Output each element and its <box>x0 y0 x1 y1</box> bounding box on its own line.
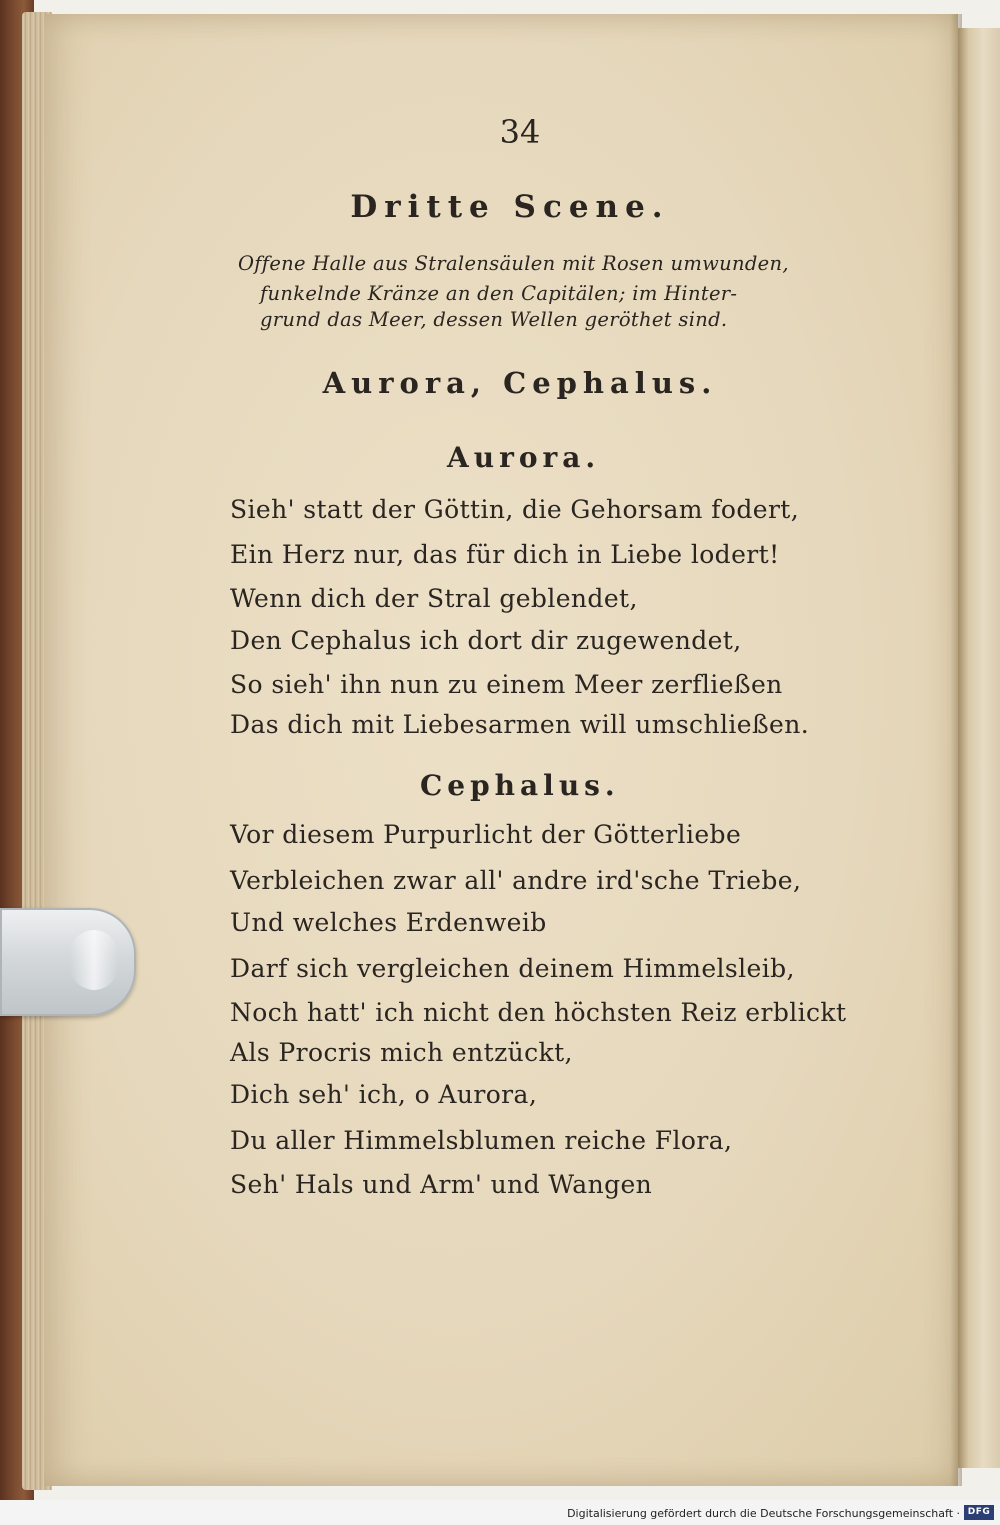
verse-line: Du aller Himmelsblumen reiche Flora, <box>230 1126 733 1155</box>
page-clip-highlight <box>70 930 118 990</box>
verse-line: Sieh' statt der Göttin, die Gehorsam fodert, <box>230 495 800 524</box>
verse-line: Und welches Erdenweib <box>230 908 547 937</box>
page-number: 34 <box>499 113 541 151</box>
dfg-logo-icon: DFG <box>964 1505 994 1520</box>
verse-line: Den Cephalus ich dort dir zugewendet, <box>230 626 742 655</box>
verse-line: Darf sich vergleichen deinem Himmelsleib, <box>230 954 795 983</box>
stage-direction-line: Offene Halle aus Stralensäulen mit Rosen umwunden, <box>238 252 789 275</box>
verse-line: Verbleichen zwar all' andre ird'sche Triebe, <box>230 866 802 895</box>
verse-line: Vor diesem Purpurlicht der Götterliebe <box>230 820 742 849</box>
verse-line: Wenn dich der Stral geblendet, <box>230 584 638 613</box>
verse-line: Dich seh' ich, o Aurora, <box>230 1080 538 1109</box>
speaker-name: Aurora. <box>447 441 601 474</box>
verse-line: Ein Herz nur, das für dich in Liebe lodert! <box>230 540 780 569</box>
stage-direction-line: grund das Meer, dessen Wellen geröthet sind. <box>260 308 728 331</box>
verse-line: Seh' Hals und Arm' und Wangen <box>230 1170 653 1199</box>
verse-line: So sieh' ihn nun zu einem Meer zerfließen <box>230 670 783 699</box>
book-page <box>44 14 958 1486</box>
stage-direction-line: funkelnde Kränze an den Capitälen; im Hinter- <box>260 282 738 305</box>
verse-line: Als Procris mich entzückt, <box>230 1038 573 1067</box>
funding-credit: Digitalisierung gefördert durch die Deutsche Forschungsgemeinschaft · <box>567 1507 960 1520</box>
scene-title: Dritte Scene. <box>350 189 670 225</box>
speaker-name: Cephalus. <box>420 769 620 802</box>
next-page-edge <box>958 28 1000 1468</box>
verse-line: Noch hatt' ich nicht den höchsten Reiz erblickt <box>230 998 847 1027</box>
verse-line: Das dich mit Liebesarmen will umschließen. <box>230 710 810 739</box>
cast-list: Aurora, Cephalus. <box>322 366 718 400</box>
